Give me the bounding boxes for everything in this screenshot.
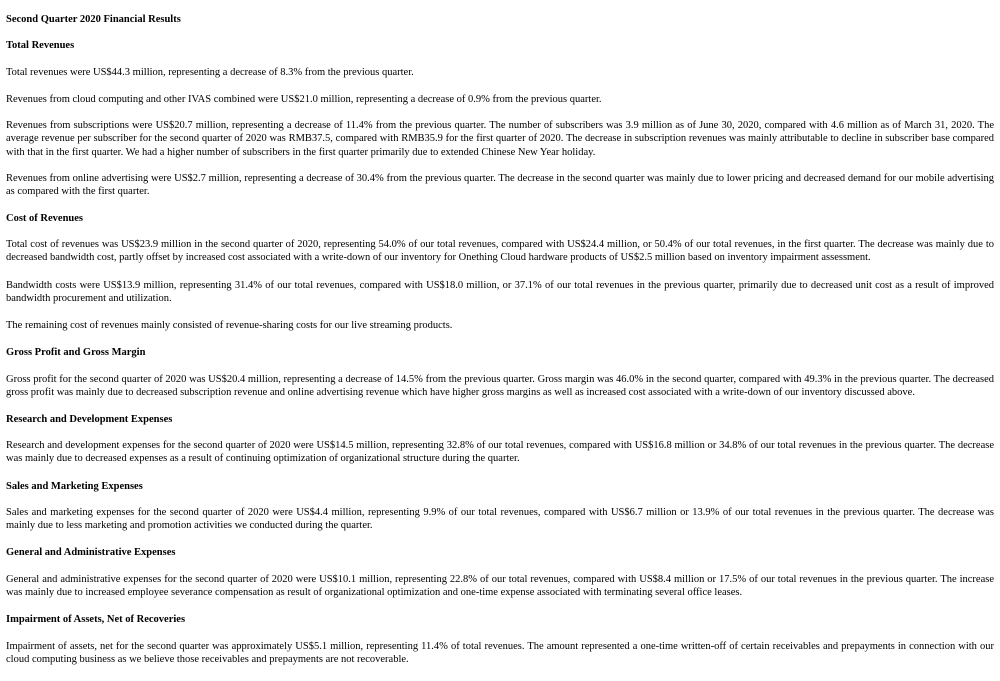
paragraph-remaining-cost-of-revenues: The remaining cost of revenues mainly consisted of revenue-sharing costs for our live streaming products. [6,320,453,331]
paragraph-sales-and-marketing: Sales and marketing expenses for the second quarter of 2020 were US$4.4 million, representing 9.9% of our total revenues, compared with US$6.7 million or 13.9% of our total revenues in the previous quarter. The decrease was mainly due to less marketing and promotion activities we conducted during the quarter. [6,507,994,532]
section-heading-general-and-administrative: General and Administrative Expenses [6,547,176,558]
section-heading-gross-profit: Gross Profit and Gross Margin [6,347,146,358]
section-heading-total-revenues: Total Revenues [6,40,75,51]
paragraph-online-advertising-revenues: Revenues from online advertising were US$2.7 million, representing a decrease of 30.4% from the previous quarter. The decrease in the second quarter was mainly due to lower pricing and decreased demand for our mobile advertising as compared with the first quarter. [6,173,994,198]
paragraph-subscription-revenues: Revenues from subscriptions were US$20.7 million, representing a decrease of 11.4% from the previous quarter. The number of subscribers was 3.9 million as of June 30, 2020, compared with 4.6 million as of March 31, 2020. The average revenue per subscriber for the second quarter of 2020 was RMB37.5, compared with RMB35.9 for the first quarter of 2020. The decrease in subscription revenues was mainly attributable to decline in subscriber base compared with that in the first quarter. We had a higher number of subscribers in the first quarter primarily due to extended Chinese New Year holiday. [6,120,994,158]
paragraph-general-and-administrative: General and administrative expenses for the second quarter of 2020 were US$10.1 million, representing 22.8% of our total revenues, compared with US$8.4 million or 17.5% of our total revenues in the previous quarter. The increase was mainly due to increased employee severance compensation as result of organizational optimization and one-time expense associated with terminating several office leases. [6,574,994,599]
document-title: Second Quarter 2020 Financial Results [6,14,181,25]
section-heading-research-and-development: Research and Development Expenses [6,414,173,425]
paragraph-impairment-of-assets: Impairment of assets, net for the second quarter was approximately US$5.1 million, representing 11.4% of total revenues. The amount represented a one-time written-off of certain receivables and prepayments in connection with our cloud computing business as we believe those receivables and prepayments are not recoverable. [6,641,994,666]
paragraph-bandwidth-costs: Bandwidth costs were US$13.9 million, representing 31.4% of our total revenues, compared with US$18.0 million, or 37.1% of our total revenues in the previous quarter, primarily due to decreased unit cost as a result of improved bandwidth procurement and utilization. [6,280,994,305]
paragraph-gross-profit: Gross profit for the second quarter of 2020 was US$20.4 million, representing a decrease of 14.5% from the previous quarter. Gross margin was 46.0% in the second quarter, compared with 49.3% in the previous quarter. The decreased gross profit was mainly due to decreased subscription revenue and online advertising revenue which have higher gross margins as well as increased cost associated with a write-down of our inventory discussed above. [6,374,994,399]
section-heading-impairment-of-assets: Impairment of Assets, Net of Recoveries [6,614,186,625]
paragraph-cloud-computing-revenues: Revenues from cloud computing and other IVAS combined were US$21.0 million, representing a decrease of 0.9% from the previous quarter. [6,94,602,105]
paragraph-total-cost-of-revenues: Total cost of revenues was US$23.9 million in the second quarter of 2020, representing 54.0% of our total revenues, compared with US$24.4 million, or 50.4% of our total revenues, in the first quarter. The decrease was mainly due to decreased bandwidth cost, partly offset by increased cost associated with a write-down of our inventory for Onething Cloud hardware products of US$2.5 million based on inventory impairment assessment. [6,239,994,264]
paragraph-research-and-development: Research and development expenses for the second quarter of 2020 were US$14.5 million, representing 32.8% of our total revenues, compared with US$16.8 million or 34.8% of our total revenues in the previous quarter. The decrease was mainly due to decreased expenses as a result of continuing optimization of organizational structure during the quarter. [6,440,994,465]
section-heading-sales-and-marketing: Sales and Marketing Expenses [6,481,143,492]
section-heading-cost-of-revenues: Cost of Revenues [6,213,83,224]
paragraph-total-revenues: Total revenues were US$44.3 million, representing a decrease of 8.3% from the previous quarter. [6,67,414,78]
